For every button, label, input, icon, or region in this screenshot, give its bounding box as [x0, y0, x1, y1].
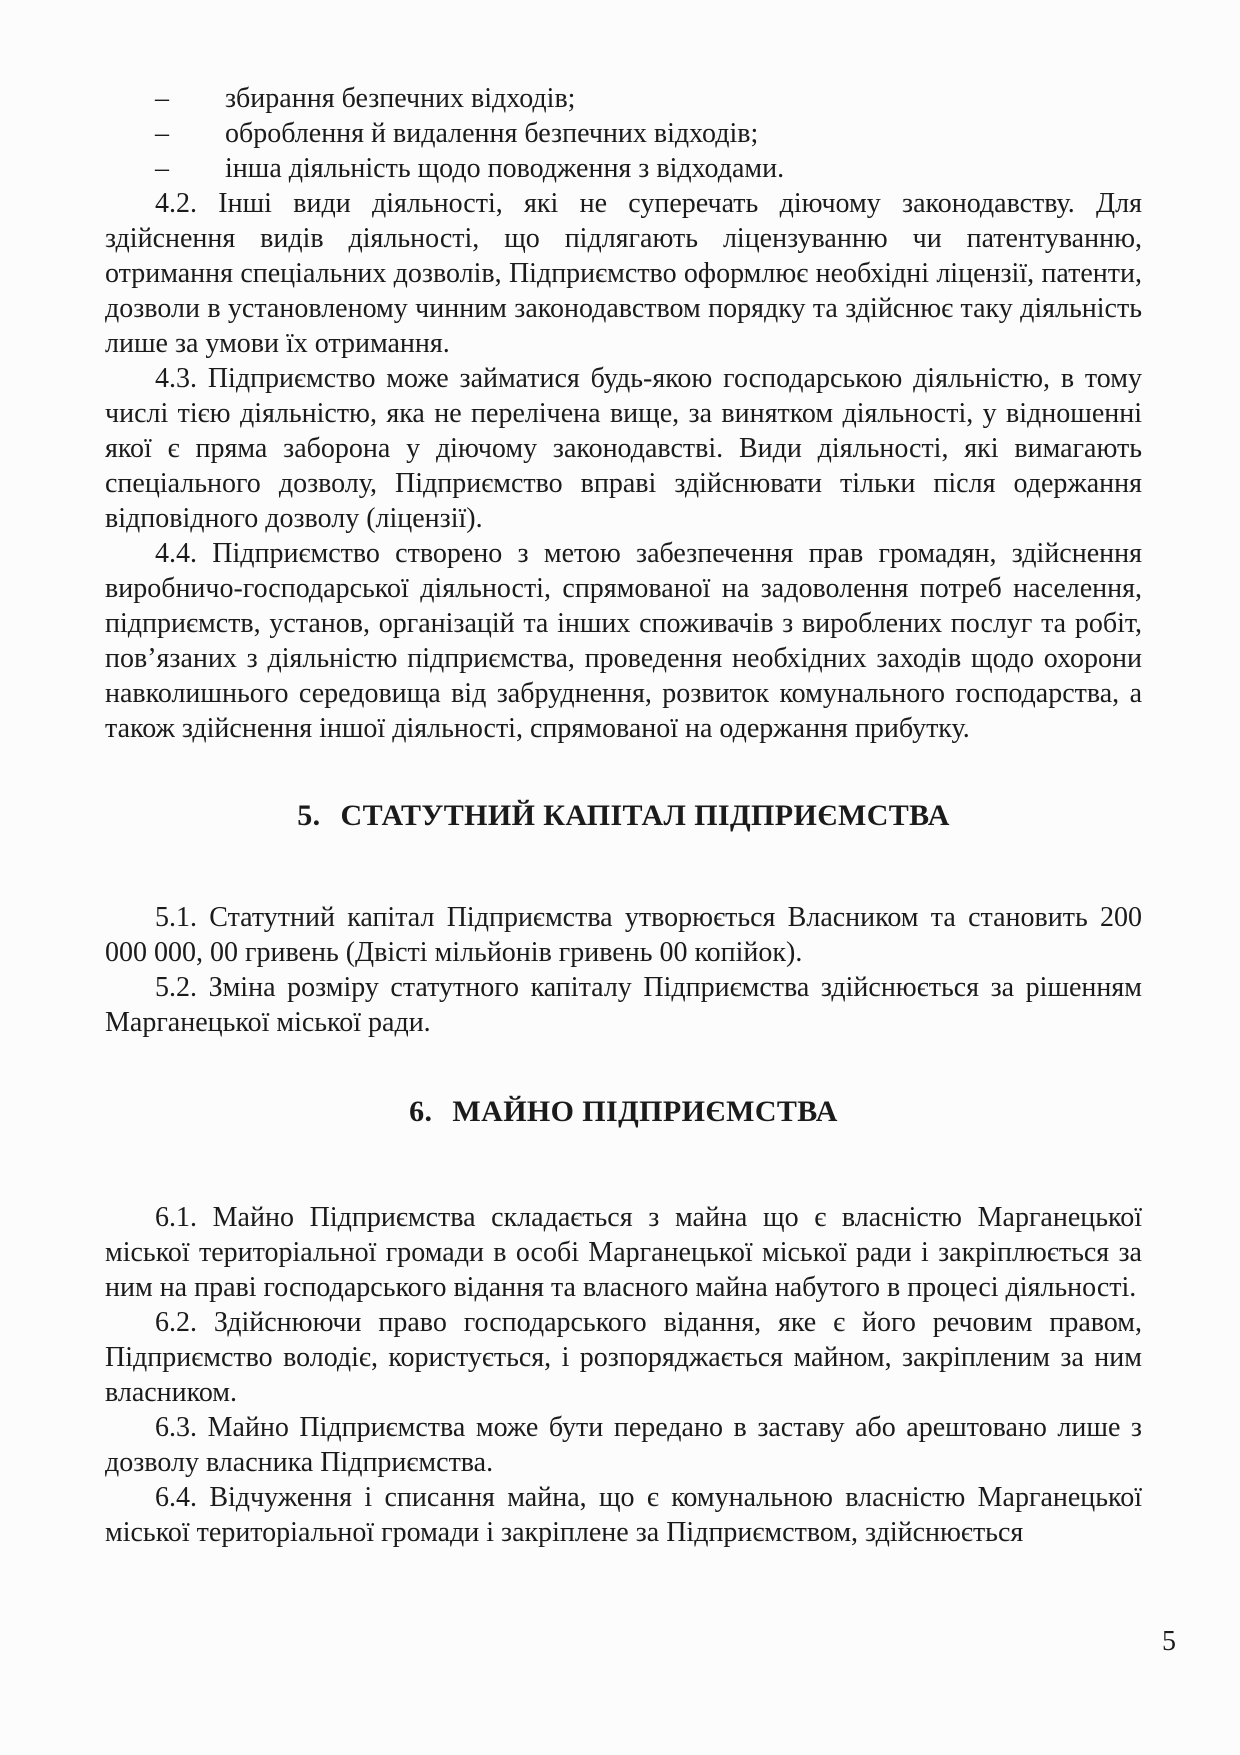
section-5-heading — [105, 798, 1142, 834]
page-content — [105, 81, 1142, 1550]
bullet-item — [105, 116, 1142, 151]
paragraph-4-2: 4.2. Інші види діяльності, які не суперечать діючому законодавству. Для здійснення видів діяльності, що підлягають ліцензуванню чи патентуванню, отримання спеціальних дозволів, Підприємство оформлює необхідні ліцензії, патенти, дозволи в установленому чинним законодавством порядку та здійснює таку діяльність лише за умови їх отримання. — [105, 188, 1142, 359]
paragraph-6-2: 6.2. Здійснюючи право господарського відання, яке є його речовим правом, Підприємство володіє, користується, і розпоряджається майном, закріпленим за ним власником. — [105, 1307, 1142, 1408]
bullet-item-text: інша діяльність щодо поводження з відходами. — [225, 153, 785, 184]
section-5-number: 5. — [297, 799, 321, 832]
section-6-heading — [105, 1094, 1142, 1130]
paragraph-4-3: 4.3. Підприємство може займатися будь-якою господарською діяльністю, в тому числі тією діяльністю, яка не перелічена вище, за винятком діяльності, у відношенні якої є пряма заборона у діючому законодавстві. Види діяльності, які вимагають спеціального дозволу, Підприємство вправі здійснювати тільки після одержання відповідного дозволу (ліцензії). — [105, 363, 1142, 534]
paragraph-5-2: 5.2. Зміна розміру статутного капіталу Підприємства здійснюється за рішенням Марганецької міської ради. — [105, 972, 1142, 1038]
paragraph-5-1: 5.1. Статутний капітал Підприємства утворюється Власником та становить 200 000 000, 00 гривень (Двісті мільйонів гривень 00 копійок). — [105, 902, 1142, 968]
bullet-item — [105, 151, 1142, 186]
paragraph-6-4: 6.4. Відчуження і списання майна, що є комунальною власністю Марганецької міської територіальної громади і закріплене за Підприємством, здійснюється — [105, 1482, 1142, 1548]
section-6-title: МАЙНО ПІДПРИЄМСТВА — [452, 1095, 838, 1128]
bullet-item — [105, 81, 1142, 116]
section-6-number: 6. — [409, 1095, 433, 1128]
bullet-item-text: збирання безпечних відходів; — [225, 83, 576, 114]
dash-bullet-icon: – — [155, 83, 169, 114]
paragraph-6-1: 6.1. Майно Підприємства складається з майна що є власністю Марганецької міської територіальної громади в особі Марганецької міської ради і закріплюється за ним на праві господарського відання та власного майна набутого в процесі діяльності. — [105, 1202, 1142, 1303]
bullet-item-text: оброблення й видалення безпечних відходів; — [225, 118, 759, 149]
dash-bullet-icon: – — [155, 153, 169, 184]
section-5-title: СТАТУТНИЙ КАПІТАЛ ПІДПРИЄМСТВА — [340, 799, 950, 832]
paragraph-6-3: 6.3. Майно Підприємства може бути передано в заставу або арештовано лише з дозволу власника Підприємства. — [105, 1412, 1142, 1478]
dash-bullet-icon: – — [155, 118, 169, 149]
page-number: 5 — [1162, 1626, 1176, 1657]
paragraph-4-4: 4.4. Підприємство створено з метою забезпечення прав громадян, здійснення виробничо-господарської діяльності, спрямованої на задоволення потреб населення, підприємств, установ, організацій та інших споживачів з вироблених послуг та робіт, пов’язаних з діяльністю підприємства, проведення необхідних заходів щодо охорони навколишнього середовища від забруднення, розвиток комунального господарства, а також здійснення іншої діяльності, спрямованої на одержання прибутку. — [105, 538, 1142, 744]
